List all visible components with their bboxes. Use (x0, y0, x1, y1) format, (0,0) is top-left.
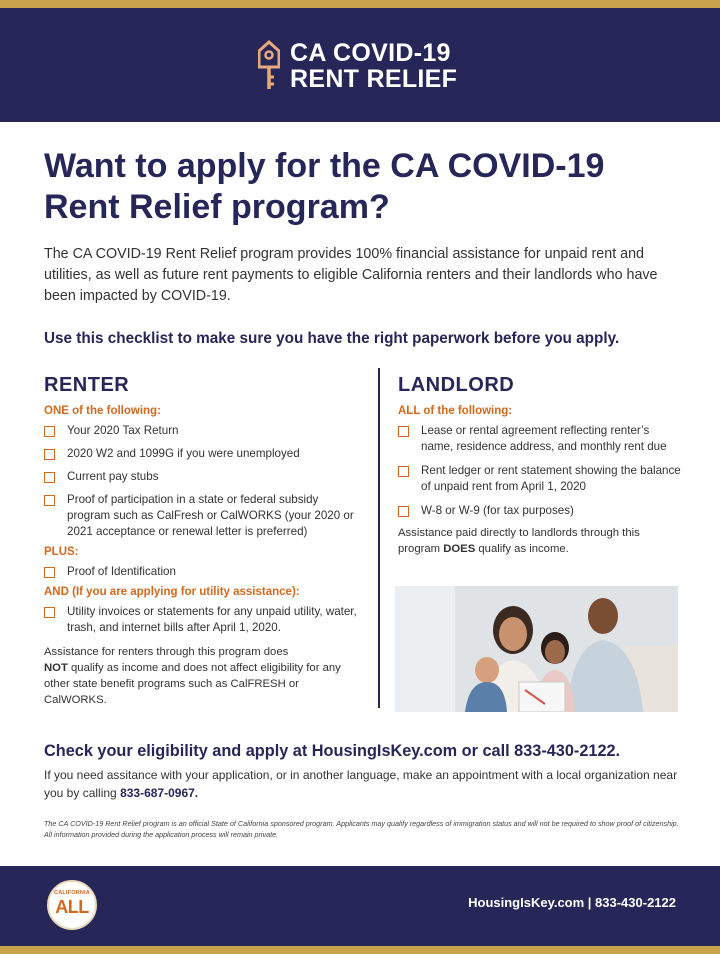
renter-list-one-of (44, 423, 364, 540)
landlord-sub-all-of: ALL of the following: (398, 405, 513, 417)
eligibility-callout: Check your eligibility and apply at HousingIsKey.com or call 833-430-2122. (44, 742, 621, 760)
renter-item (44, 492, 364, 540)
renter-item (44, 564, 364, 580)
landlord-note-post: qualify as income. (478, 543, 569, 555)
landlord-column (398, 374, 683, 557)
california-for-all-seal (47, 880, 97, 930)
landlord-note-pre: Assistance paid directly to landlords through this program (398, 527, 640, 555)
renter-note-pre: Assistance for renters through this program does (44, 646, 289, 658)
landlord-list (398, 423, 683, 519)
seal-main-text: ALL (55, 897, 89, 917)
help-phone-number: 833-687-0967. (120, 786, 199, 800)
landlord-item (398, 423, 683, 455)
house-key-icon (258, 40, 280, 92)
landlord-note-bold: DOES (443, 543, 476, 555)
checkbox-icon (398, 466, 409, 477)
help-text: If you need assitance with your application, or in another language, make an appointment with a local organization near you by calling (44, 768, 678, 800)
landlord-item-text: W-8 or W-9 (for tax purposes) (421, 504, 574, 517)
renter-sub-plus: PLUS: (44, 546, 79, 558)
checkbox-icon (398, 506, 409, 517)
page-title: Want to apply for the CA COVID-19 Rent Relief program? (44, 147, 605, 226)
landlord-heading: LANDLORD (398, 374, 515, 396)
renter-income-note (44, 644, 364, 708)
checkbox-icon (44, 426, 55, 437)
landlord-item-text: Lease or rental agreement reflecting renter’s name, residence address, and monthly rent due (421, 424, 667, 453)
landlord-income-note (398, 525, 683, 557)
renter-item-text: Utility invoices or statements for any unpaid utility, water, trash, and internet bills after April 1, 2020. (67, 605, 357, 634)
help-paragraph (44, 766, 684, 802)
family-photo (395, 586, 678, 712)
renter-sub-utility: AND (If you are applying for utility assistance): (44, 586, 300, 598)
renter-list-utility (44, 604, 364, 636)
logo-wordmark (290, 40, 457, 92)
checkbox-icon (398, 426, 409, 437)
renter-item-text: 2020 W2 and 1099G if you were unemployed (67, 447, 300, 460)
program-logo (258, 40, 457, 92)
renter-column (44, 374, 364, 708)
renter-item-text: Your 2020 Tax Return (67, 424, 179, 437)
checkbox-icon (44, 567, 55, 578)
family-photo-illustration (395, 586, 678, 712)
checkbox-icon (44, 472, 55, 483)
logo-line-2: RENT RELIEF (290, 65, 458, 93)
checkbox-icon (44, 495, 55, 506)
renter-item (44, 446, 364, 462)
logo-line-1: CA COVID-19 (290, 39, 451, 67)
footer-contact: HousingIsKey.com | 833-430-2122 (468, 895, 676, 910)
renter-item (44, 604, 364, 636)
renter-item-text: Current pay stubs (67, 470, 159, 483)
bottom-gold-stripe (0, 946, 720, 954)
intro-paragraph: The CA COVID-19 Rent Relief program provides 100% financial assistance for unpaid rent and utilities, as well as future rent payments to eligible California renters and their landlords who have been impacted by COVID-19. (44, 246, 658, 304)
landlord-item-text: Rent ledger or rent statement showing the balance of unpaid rent from April 1, 2020 (421, 464, 681, 493)
fine-print: The CA COVID-19 Rent Relief program is an official State of California sponsored program. Applicants may qualify regardless of immigration status and will not be required to show proof of citizenship. All information provided during the application process will remain private. (44, 819, 679, 839)
renter-sub-one-of: ONE of the following: (44, 405, 161, 417)
seal-top-text: CALIFORNIA (54, 890, 90, 896)
renter-note-post: qualify as income and does not affect eligibility for any other state benefit programs such as CalFRESH or CalWORKS. (44, 662, 341, 706)
landlord-item (398, 463, 683, 495)
top-gold-stripe (0, 0, 720, 8)
landlord-item (398, 503, 683, 519)
renter-item-text: Proof of Identification (67, 565, 176, 578)
checkbox-icon (44, 607, 55, 618)
renter-list-plus (44, 564, 364, 580)
renter-item-text: Proof of participation in a state or federal subsidy program such as CalFresh or CalWORKS (your 2020 or 2021 acceptance or renewal letter is preferred) (67, 493, 354, 538)
renter-note-bold: NOT (44, 662, 68, 674)
checklist-callout: Use this checklist to make sure you have the right paperwork before you apply. (44, 330, 620, 347)
column-divider (378, 368, 380, 708)
renter-item (44, 469, 364, 485)
renter-heading: RENTER (44, 374, 130, 396)
checkbox-icon (44, 449, 55, 460)
renter-item (44, 423, 364, 439)
